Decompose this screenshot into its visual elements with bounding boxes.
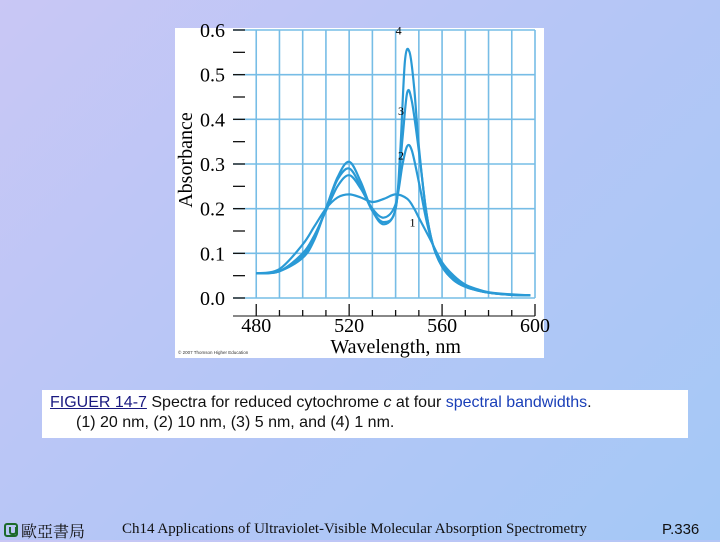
- footer-title: Ch14 Applications of Ultraviolet-Visible Molecular Absorption Spectrometry: [122, 521, 587, 537]
- x-tick-label: 520: [334, 315, 365, 337]
- x-tick-label: 480: [241, 315, 272, 337]
- page-number: P.336: [662, 521, 700, 538]
- y-tick-label: 0.3: [200, 154, 225, 176]
- publisher-name: 歐亞書局: [21, 523, 86, 541]
- caption-line-2: (1) 20 nm, (2) 10 nm, (3) 5 nm, and (4) 1 nm.: [76, 414, 395, 431]
- curve-label: 1: [409, 215, 416, 230]
- copyright-text: © 2007 Thomson Higher Education: [178, 350, 249, 355]
- caption-blue-phrase: spectral bandwidths: [445, 394, 588, 411]
- publisher-logo: [4, 521, 85, 539]
- publisher-logo-icon: [4, 523, 18, 537]
- figure-caption: [42, 390, 688, 438]
- x-axis-title: Wavelength, nm: [330, 336, 461, 358]
- caption-text-after: .: [587, 394, 592, 411]
- y-axis-title: Absorbance: [175, 112, 197, 208]
- y-tick-label: 0.1: [200, 243, 225, 266]
- y-tick-label: 0.6: [200, 20, 225, 42]
- x-tick-label: 600: [520, 315, 550, 337]
- y-tick-label: 0.0: [200, 288, 225, 310]
- x-tick-label: 560: [427, 315, 458, 337]
- caption-text-middle: at four: [391, 394, 446, 411]
- caption-line-1: [50, 393, 680, 413]
- caption-figure-label: FIGUER 14-7: [50, 394, 147, 411]
- y-tick-label: 0.4: [200, 109, 225, 132]
- absorbance-chart: [175, 20, 550, 358]
- caption-text-before: Spectra for reduced cytochrome: [151, 394, 384, 411]
- y-tick-label: 0.2: [200, 198, 225, 221]
- curve-label: 2: [397, 148, 404, 163]
- caption-italic: c: [383, 394, 392, 411]
- y-tick-label: 0.5: [200, 64, 225, 87]
- figure-panel: [175, 20, 550, 358]
- curve-label: 3: [397, 103, 404, 118]
- curve-label: 4: [395, 23, 402, 38]
